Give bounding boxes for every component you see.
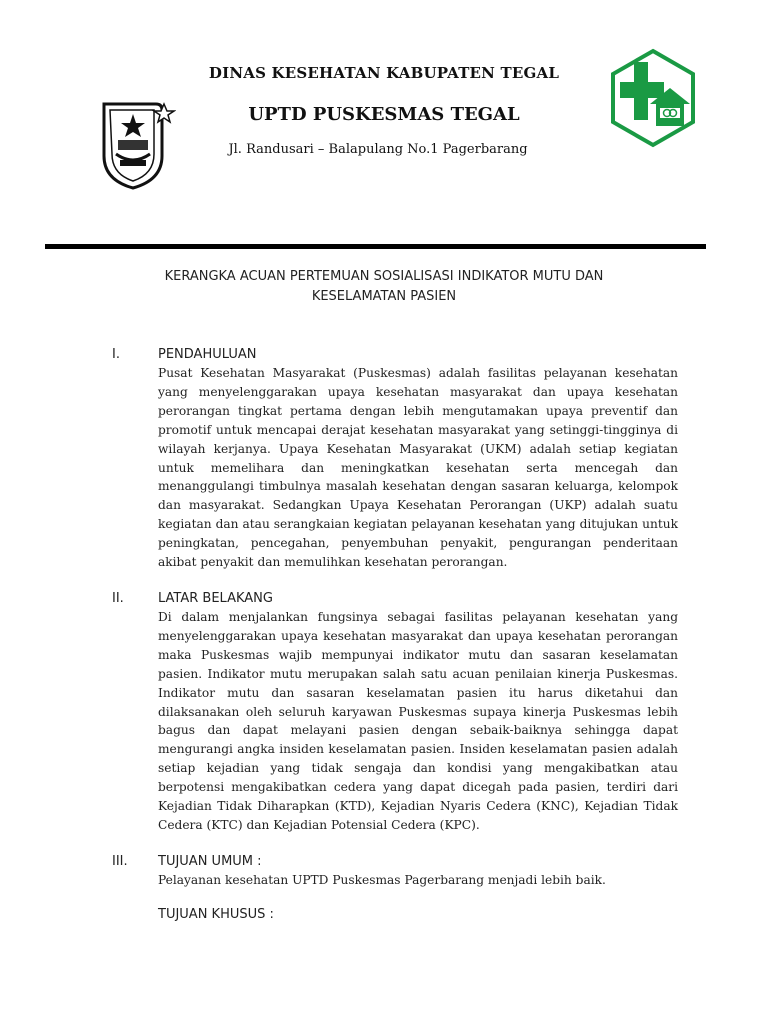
section-heading: PENDAHULUAN	[158, 347, 257, 362]
section-number: II.	[112, 591, 124, 606]
section-body: Di dalam menjalankan fungsinya sebagai fasilitas pelayanan kesehatan yang menyelenggarakan upaya kesehatan masyarakat dan upaya kesehatan perorangan maka Puskesmas wajib mempunyai indikator mutu dan sasaran keselamatan pasien. Indikator mutu merupakan salah satu acuan penilaian kinerja Puskesmas. Indikator mutu dan sasaran keselamatan pasien itu harus diketahui dan dilaksanakan oleh seluruh karyawan Puskesmas supaya kinerja Puskesmas lebih bagus dan dapat melayani pasien dengan sebaik-baiknya sehingga dapat mengurangi angka insiden keselamatan pasien. Insiden keselamatan pasien adalah setiap kejadian yang tidak sengaja dan kondisi yang mengakibatkan atau berpotensi mengakibatkan cedera yang dapat dicegah pada pasien, terdiri dari Kejadian Tidak Diharapkan (KTD), Kejadian Nyaris Cedera (KNC), Kejadian Tidak Cedera (KTC) dan Kejadian Potensial Cedera (KPC).	[158, 610, 678, 832]
document-title	[110, 267, 658, 307]
agency-name: DINAS KESEHATAN KABUPATEN TEGAL	[208, 64, 560, 82]
section-heading: LATAR BELAKANG	[158, 591, 273, 606]
header-divider	[45, 244, 706, 249]
section-heading: TUJUAN UMUM :	[158, 854, 262, 869]
institution-name: UPTD PUSKESMAS TEGAL	[248, 104, 520, 125]
document-title-line-1: KERANGKA ACUAN PERTEMUAN SOSIALISASI INDIKATOR MUTU DAN	[164, 269, 604, 284]
section-number: III.	[112, 854, 128, 869]
puskesmas-logo	[608, 48, 698, 148]
section-body: Pusat Kesehatan Masyarakat (Puskesmas) adalah fasilitas pelayanan kesehatan yang menyelenggarakan upaya kesehatan masyarakat dan upaya kesehatan perorangan tingkat pertama dengan lebih mengutamakan upaya preventif dan promotif untuk mencapai derajat kesehatan masyarakat yang setinggi-tingginya di wilayah kerjanya. Upaya Kesehatan Masyarakat (UKM) adalah setiap kegiatan untuk memelihara dan meningkatkan kesehatan serta mencegah dan menanggulangi timbulnya masalah kesehatan dengan sasaran keluarga, kelompok dan masyarakat. Sedangkan Upaya Kesehatan Perorangan (UKP) adalah suatu kegiatan dan atau serangkaian kegiatan pelayanan kesehatan yang ditujukan untuk peningkatan, pencegahan, penyembuhan penyakit, pengurangan penderitaan akibat penyakit dan memulihkan kesehatan perorangan.	[158, 366, 678, 570]
document-title-line-2: KESELAMATAN PASIEN	[311, 289, 457, 304]
institution-address: Jl. Randusari – Balapulang No.1 Pagerbarang	[228, 142, 528, 157]
section-number: I.	[112, 347, 120, 362]
section-body: Pelayanan kesehatan UPTD Puskesmas Pagerbarang menjadi lebih baik.	[158, 873, 606, 887]
section-subheading: TUJUAN KHUSUS :	[158, 907, 274, 922]
